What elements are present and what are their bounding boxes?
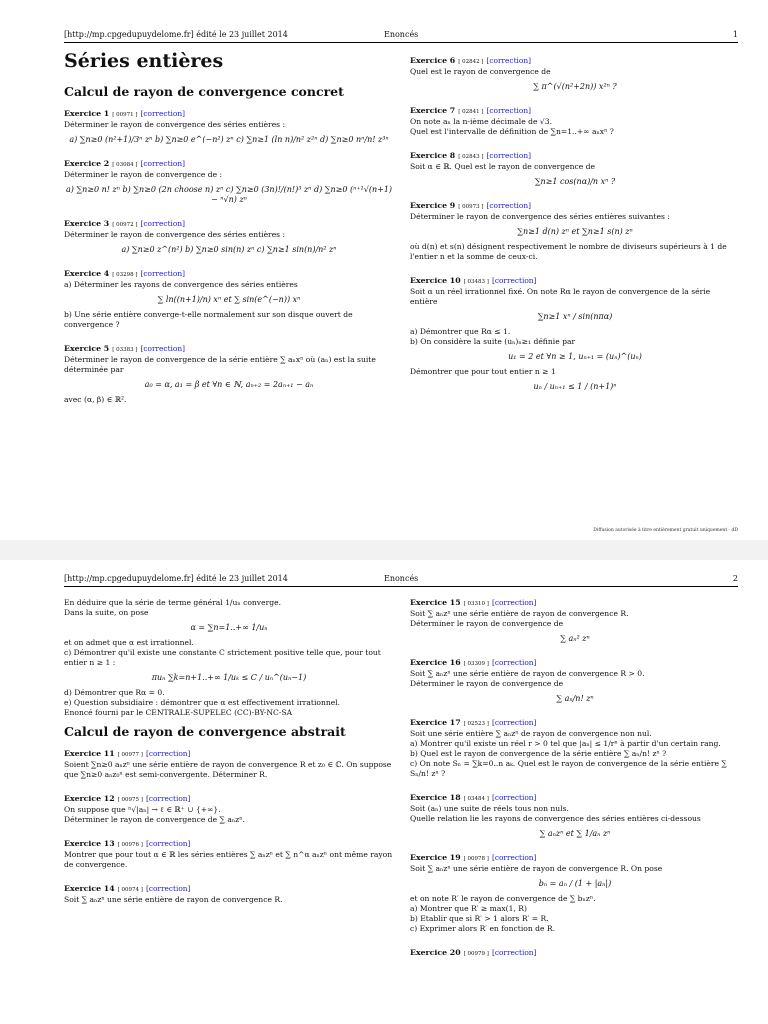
exercise-code: [ 03310 ] (463, 601, 489, 607)
exercise (64, 839, 394, 870)
exercise (64, 344, 394, 405)
correction-link[interactable]: [correction] (140, 344, 185, 353)
exercise-text: Soit ∑ aₙzⁿ une série entière de rayon de convergence R. (64, 895, 283, 904)
page-number: 2 (732, 574, 738, 583)
exercise-code: [ 03084 ] (112, 162, 138, 168)
exercise (64, 109, 394, 145)
footer-note: Diffusion autorisée à titre entièrement gratuit uniquement - dD (593, 528, 738, 533)
exercise (410, 853, 740, 934)
correction-link[interactable]: [correction] (145, 839, 191, 848)
correction-link[interactable]: [correction] (486, 56, 531, 65)
correction-link[interactable]: [correction] (145, 884, 191, 893)
exercise-title: Exercice 20 (410, 948, 461, 957)
exercise-title: Exercice 17 (410, 718, 461, 727)
document-page-2 (0, 560, 768, 1024)
exercise-text: Déterminer le rayon de convergence des séries entières : (64, 230, 286, 239)
exercise-header (64, 269, 394, 280)
exercise-title: Exercice 2 (64, 159, 110, 168)
page-header (64, 30, 738, 43)
formula: ∑n≥1 d(n) zⁿ et ∑n≥1 s(n) zⁿ (517, 227, 633, 236)
exercise-code: [ 00973 ] (458, 204, 484, 210)
correction-link[interactable]: [correction] (140, 159, 185, 168)
exercise-header (410, 106, 740, 117)
formula: α = ∑n=1..+∞ 1/uₙ (190, 623, 268, 632)
exercise-code: [ 03483 ] (463, 279, 489, 285)
exercise-title: Exercice 14 (64, 884, 115, 893)
exercise-code: [ 03383 ] (112, 347, 138, 353)
exercise (410, 793, 740, 839)
formula: uₙ / uₙ₊₁ ≤ 1 / (n+1)ⁿ (533, 382, 617, 391)
exercise-text: c) Démontrer qu'il existe une constante C strictement positive telle que, pour tout entier n ≥ 1 : (64, 648, 381, 667)
header-url: [http://mp.cpgedupuydelome.fr] édité le 23 juillet 2014 (64, 574, 288, 583)
correction-link[interactable]: [correction] (491, 658, 537, 667)
formula: a) ∑n≥0 (n²+1)/3ⁿ zⁿ b) ∑n≥0 e^(−n²) zⁿ c) ∑n≥1 (ln n)/n² z²ⁿ d) ∑n≥0 nⁿ/n! z³ⁿ (69, 135, 389, 144)
correction-link[interactable]: [correction] (486, 106, 531, 115)
page-title: Séries entières (64, 50, 224, 72)
exercise (64, 159, 394, 205)
formula: a) ∑n≥0 z^(n²) b) ∑n≥0 sin(n) zⁿ c) ∑n≥1 sin(n)/n² zⁿ (121, 245, 337, 254)
formula: ∑ aₙ/n! zⁿ (556, 694, 594, 703)
exercise (64, 884, 394, 905)
formula: ∑ π^(√(n²+2n)) x²ⁿ ? (533, 82, 617, 91)
exercise-header (410, 718, 740, 729)
exercise-text: c) On note Sₙ = ∑k=0..n aₖ. Quel est le rayon de convergence de la série entière ∑ Sₙ/n! zⁿ ? (410, 759, 727, 778)
exercise-text: c) Exprimer alors R′ en fonction de R. (410, 924, 556, 933)
formula: bₙ = aₙ / (1 + |aₙ|) (538, 879, 612, 888)
exercise-text: Soit α un réel irrationnel fixé. On note Rα le rayon de convergence de la série entière (410, 287, 711, 306)
exercise (410, 276, 740, 392)
right-column (410, 598, 740, 973)
exercise-title: Exercice 4 (64, 269, 110, 278)
exercise-text: a) Déterminer les rayons de convergence des séries entières (64, 280, 298, 289)
exercise-code: [ 02843 ] (458, 154, 484, 160)
formula: ∑n≥1 cos(nα)/n xⁿ ? (534, 177, 616, 186)
formula: ∑ aₙzⁿ et ∑ 1/aₙ zⁿ (539, 829, 611, 838)
exercise-text: b) Quel est le rayon de convergence de la série entière ∑ aₙ/n! zⁿ ? (410, 749, 667, 758)
exercise (410, 718, 740, 779)
exercise-header (64, 159, 394, 170)
exercise-code: [ 03298 ] (112, 272, 138, 278)
exercise-title: Exercice 19 (410, 853, 461, 862)
exercise-text: On suppose que ⁿ√|aₙ| → ℓ ∈ ℝ⁺ ∪ {+∞}. (64, 805, 221, 814)
exercise-header (410, 201, 740, 212)
exercise-text: Soit ∑ aₙzⁿ une série entière de rayon de convergence R. On pose (410, 864, 663, 873)
formula: ∑ aₙ² zⁿ (560, 634, 590, 643)
exercise-text: a) Démontrer que Rα ≤ 1. (410, 327, 511, 336)
exercise-text: Quel est l'intervalle de définition de ∑n=1..+∞ aₙxⁿ ? (410, 127, 614, 136)
formula: u₁ = 2 et ∀n ≥ 1, uₙ₊₁ = (uₙ)^(uₙ) (508, 352, 642, 361)
exercise-title: Exercice 7 (410, 106, 456, 115)
exercise-header (64, 749, 394, 760)
correction-link[interactable]: [correction] (140, 269, 185, 278)
exercise-text: Montrer que pour tout α ∈ ℝ les séries entières ∑ aₙzⁿ et ∑ n^α aₙzⁿ ont même rayon de convergence. (64, 850, 393, 869)
exercise-text: Enoncé fourni par le CENTRALE-SUPELEC (CC)-BY-NC-SA (64, 708, 293, 717)
exercise-text: Soit ∑ aₙzⁿ une série entière de rayon de convergence R > 0. (410, 669, 645, 678)
section-title: Calcul de rayon de convergence abstrait (64, 724, 346, 739)
exercise-text: b) Etablir que si R′ > 1 alors R′ = R. (410, 914, 549, 923)
exercise-text: a) Montrer qu'il existe un réel r > 0 tel que |aₙ| ≤ 1/rⁿ à partir d'un certain rang. (410, 739, 721, 748)
exercise (410, 56, 740, 92)
exercise-text: Déterminer le rayon de convergence de : (64, 170, 223, 179)
exercise-header (410, 853, 740, 864)
correction-link[interactable]: [correction] (491, 718, 537, 727)
exercise (410, 658, 740, 704)
formula: πuₙ ∑k=n+1..+∞ 1/uₖ ≤ C / uₙ^(uₙ−1) (151, 673, 307, 682)
exercise-code: [ 00975 ] (117, 797, 143, 803)
exercise-text: et on admet que α est irrationnel. (64, 638, 194, 647)
correction-link[interactable]: [correction] (491, 948, 537, 957)
exercise-text: et on note R′ le rayon de convergence de ∑ bₙzⁿ. (410, 894, 596, 903)
exercise-title: Exercice 8 (410, 151, 456, 160)
exercise-code: [ 00979 ] (463, 951, 489, 957)
exercise-text: On note aₙ la n-ième décimale de √3. (410, 117, 552, 126)
correction-link[interactable]: [correction] (491, 793, 537, 802)
exercise-code: [ 00974 ] (117, 887, 143, 893)
exercise-text: où d(n) et s(n) désignent respectivement le nombre de diviseurs supérieurs à 1 de l'entier n et la somme de ceux-ci. (410, 242, 727, 261)
exercise-header (410, 658, 740, 669)
exercise-text: Dans la suite, on pose (64, 608, 149, 617)
exercise-title: Exercice 10 (410, 276, 461, 285)
exercise-title: Exercice 9 (410, 201, 456, 210)
exercise (64, 794, 394, 825)
exercise-header (64, 344, 394, 355)
exercise-text: Soit une série entière ∑ aₙzⁿ de rayon de convergence non nul. (410, 729, 652, 738)
exercise-code: [ 00978 ] (463, 856, 489, 862)
exercise-text: b) On considère la suite (uₙ)ₙ≥₁ définie par (410, 337, 576, 346)
exercise-title: Exercice 15 (410, 598, 461, 607)
exercise-code: [ 03484 ] (463, 796, 489, 802)
exercise-header (410, 598, 740, 609)
exercise-text: Déterminer le rayon de convergence de ∑ aₙzⁿ. (64, 815, 245, 824)
correction-link[interactable]: [correction] (491, 276, 537, 285)
formula: a₀ = α, a₁ = β et ∀n ∈ ℕ, aₙ₊₂ = 2aₙ₊₁ − aₙ (144, 380, 314, 389)
correction-link[interactable]: [correction] (486, 201, 531, 210)
right-column (410, 56, 740, 406)
exercise (64, 269, 394, 330)
exercise-title: Exercice 3 (64, 219, 110, 228)
exercise-title: Exercice 11 (64, 749, 115, 758)
formula: ∑ ln((n+1)/n) xⁿ et ∑ sin(e^(−n)) xⁿ (157, 295, 301, 304)
left-column (64, 598, 394, 919)
exercise-title: Exercice 12 (64, 794, 115, 803)
exercise-header (64, 219, 394, 230)
exercise-code: [ 00971 ] (112, 112, 138, 118)
exercise-code: [ 00977 ] (117, 752, 143, 758)
exercise-text: En déduire que la série de terme général 1/uₙ converge. (64, 598, 281, 607)
header-section: Enoncés (384, 574, 419, 583)
exercise-title: Exercice 6 (410, 56, 456, 65)
exercise-title: Exercice 1 (64, 109, 110, 118)
exercise (64, 749, 394, 780)
exercise (410, 598, 740, 644)
exercise-text: Déterminer le rayon de convergence de (410, 679, 564, 688)
correction-link[interactable]: [correction] (491, 598, 537, 607)
page-number: 1 (732, 30, 738, 39)
exercise-header (64, 839, 394, 850)
exercise-title: Exercice 18 (410, 793, 461, 802)
header-url: [http://mp.cpgedupuydelome.fr] édité le 23 juillet 2014 (64, 30, 288, 39)
exercise-header (410, 793, 740, 804)
page-separator (0, 540, 768, 560)
formula: a) ∑n≥0 n! zⁿ b) ∑n≥0 (2n choose n) zⁿ c) ∑n≥0 (3n)!/(n!)³ zⁿ d) ∑n≥0 (ⁿ⁺¹√(n+1) − ⁿ√n) zⁿ (65, 185, 393, 204)
exercise-code: [ 00976 ] (117, 842, 143, 848)
exercise-text: avec (α, β) ∈ ℝ². (64, 395, 127, 404)
correction-link[interactable]: [correction] (140, 219, 185, 228)
exercise-title: Exercice 16 (410, 658, 461, 667)
correction-link[interactable]: [correction] (145, 794, 191, 803)
exercise-text: Quelle relation lie les rayons de convergence des séries entières ci-dessous (410, 814, 701, 823)
exercise-text: Quel est le rayon de convergence de (410, 67, 551, 76)
exercise-text: Soit (aₙ) une suite de réels tous non nuls. (410, 804, 569, 813)
formula: ∑n≥1 xⁿ / sin(nπα) (537, 312, 613, 321)
exercise-text: b) Une série entière converge-t-elle normalement sur son disque ouvert de convergence ? (64, 310, 353, 329)
exercise-text: Déterminer le rayon de convergence de (410, 619, 564, 628)
exercise-text: e) Question subsidiaire : démontrer que α est effectivement irrationnel. (64, 698, 341, 707)
exercise (410, 948, 740, 959)
section-title: Calcul de rayon de convergence concret (64, 84, 344, 99)
exercise-text: Soit ∑ aₙzⁿ une série entière de rayon de convergence R. (410, 609, 629, 618)
exercise-text: a) Montrer que R′ ≥ max(1, R) (410, 904, 527, 913)
exercise (410, 201, 740, 262)
exercise-text: Soient ∑n≥0 aₙzⁿ une série entière de rayon de convergence R et z₀ ∈ ℂ. On suppose que ∑n≥0 aₙz₀ⁿ est semi-convergente. Déterminer R. (64, 760, 392, 779)
header-section: Enoncés (384, 30, 419, 39)
exercise-text: d) Démontrer que Rα = 0. (64, 688, 165, 697)
exercise-header (410, 948, 740, 959)
exercise-title: Exercice 5 (64, 344, 110, 353)
exercise-header (410, 56, 740, 67)
exercise-header (64, 884, 394, 895)
exercise-header (410, 276, 740, 287)
left-column (64, 50, 394, 419)
exercise-header (410, 151, 740, 162)
correction-link[interactable]: [correction] (145, 749, 191, 758)
exercise-text: Déterminer le rayon de convergence des séries entières : (64, 120, 286, 129)
exercise-code: [ 00972 ] (112, 222, 138, 228)
exercise-title: Exercice 13 (64, 839, 115, 848)
exercise (410, 151, 740, 187)
correction-link[interactable]: [correction] (140, 109, 185, 118)
exercise-code: [ 02841 ] (458, 109, 484, 115)
exercise-header (64, 109, 394, 120)
exercise-text: Soit α ∈ ℝ. Quel est le rayon de convergence de (410, 162, 596, 171)
correction-link[interactable]: [correction] (486, 151, 531, 160)
correction-link[interactable]: [correction] (491, 853, 537, 862)
exercise-text: Démontrer que pour tout entier n ≥ 1 (410, 367, 556, 376)
exercise-code: [ 03309 ] (463, 661, 489, 667)
exercise-text: Déterminer le rayon de convergence des séries entières suivantes : (410, 212, 670, 221)
exercise-code: [ 02523 ] (463, 721, 489, 727)
exercise-header (64, 794, 394, 805)
exercise-code: [ 02842 ] (458, 59, 484, 65)
exercise (410, 106, 740, 137)
exercise (64, 219, 394, 255)
page-header (64, 574, 738, 587)
exercise-text: Déterminer le rayon de convergence de la série entière ∑ aₙxⁿ où (aₙ) est la suite déterminée par (64, 355, 376, 374)
